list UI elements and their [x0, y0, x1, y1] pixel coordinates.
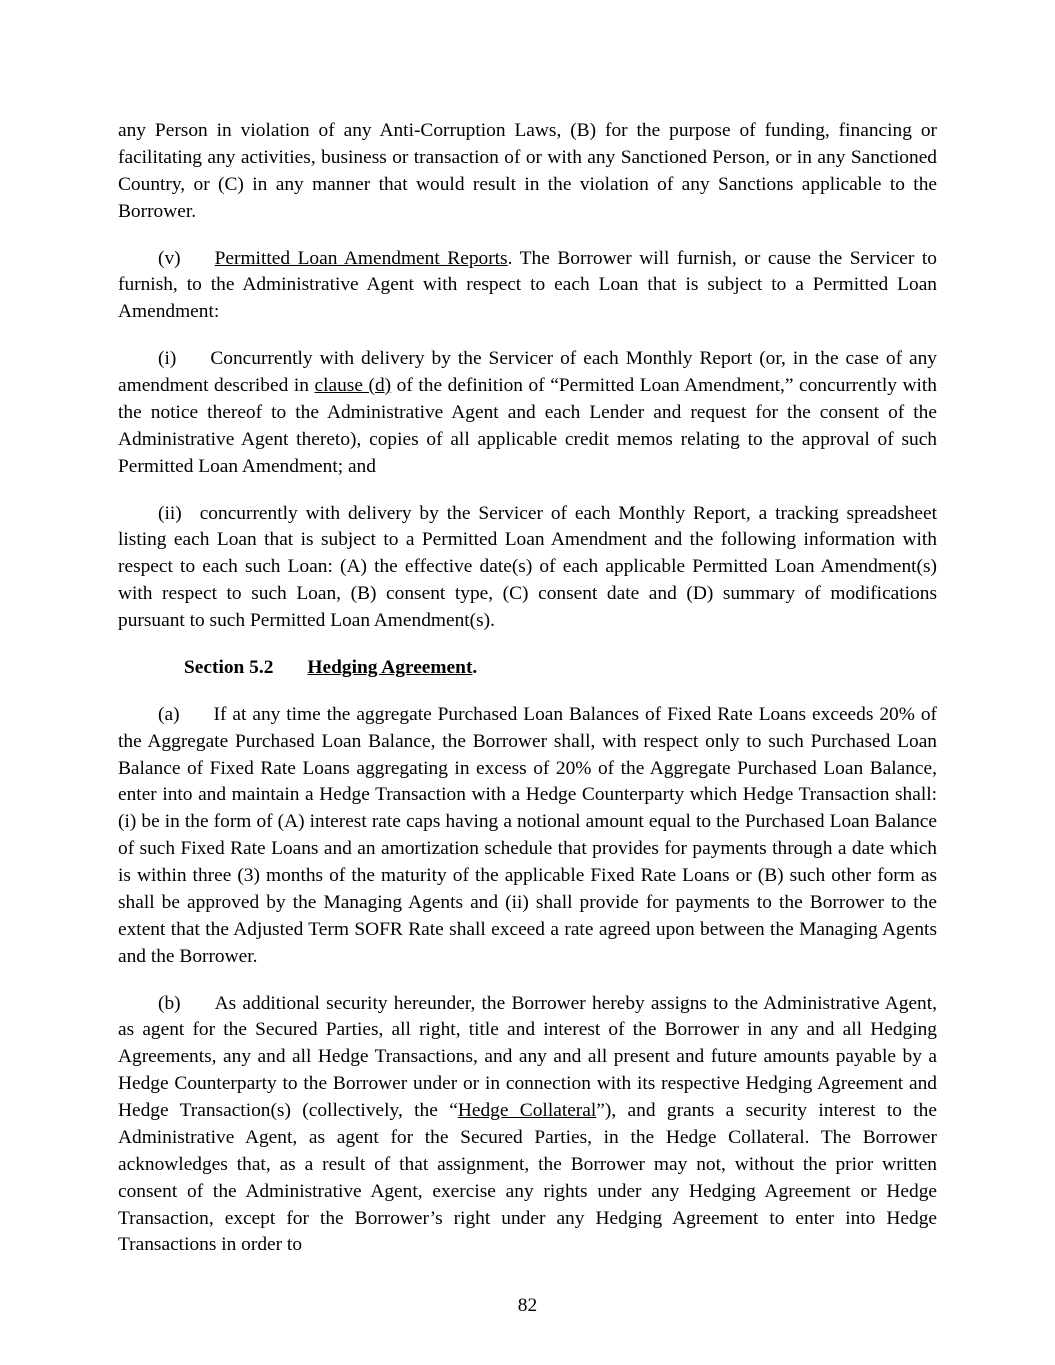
section-heading	[118, 655, 937, 682]
subclause-marker: (i)	[158, 348, 177, 370]
subclause-text-before: Concurrently with delivery by the Servicer of each Monthly Report (or, in the case of any amendment described in	[118, 348, 937, 396]
paragraph-clause-v	[118, 246, 937, 327]
paragraph-text: any Person in violation of any Anti-Corruption Laws, (B) for the purpose of funding, financing or facilitating any activities, business or transaction of or with any Sanctioned Person, or in any Sanctioned Country, or (C) in any manner that would result in the violation of any Sanctions applicable to the Borrower.	[118, 120, 937, 222]
clause-heading: Permitted Loan Amendment Reports	[214, 247, 508, 269]
section-number: Section 5.2	[184, 656, 274, 678]
paragraph-continuation	[118, 118, 937, 226]
clause-marker: (v)	[158, 247, 181, 269]
paragraph-text-after: ”), and grants a security interest to the Administrative Agent, as agent for the Secured Parties, in the Hedge Collateral. The Borrower acknowledges that, as a result of that assignment, the Borrower may not, without the prior written consent of the Administrative Agent, exercise any rights under any Hedging Agreement or Hedge Transaction, except for the Borrower’s right under any Hedging Agreement to enter into Hedge Transactions in order to	[118, 1100, 937, 1256]
paragraph-section-a	[118, 702, 937, 971]
defined-term-hedge-collateral: Hedge Collateral	[457, 1100, 597, 1121]
paragraph-marker: (b)	[158, 992, 181, 1014]
cross-reference-clause-d: clause (d)	[314, 375, 392, 396]
clause-text: . The Borrower will furnish, or cause the Servicer to furnish, to the Administrative Agent with respect to each Loan that is subject to a Permitted Loan Amendment:	[118, 247, 937, 323]
paragraph-text: If at any time the aggregate Purchased Loan Balances of Fixed Rate Loans exceeds 20% of the Aggregate Purchased Loan Balance, the Borrower shall, with respect only to such Purchased Loan Balance of Fixed Rate Loans aggregating in excess of 20% of the Aggregate Purchased Loan Balance, enter into and maintain a Hedge Transaction with a Hedge Counterparty which Hedge Transaction shall: (i) be in the form of (A) interest rate caps having a notional amount equal to the Purchased Loan Balance of such Fixed Rate Loans and an amortization schedule that provides for payments through a date which is within three (3) months of the maturity of the applicable Fixed Rate Loans or (B) such other form as shall be approved by the Managing Agents and (ii) shall provide for payments to the Borrower to the extent that the Adjusted Term SOFR Rate shall exceed a rate agreed upon between the Managing Agents and the Borrower.	[118, 703, 937, 967]
page-number: 82	[517, 1295, 538, 1316]
subclause-text: concurrently with delivery by the Servicer of each Monthly Report, a tracking spreadsheet listing each Loan that is subject to a Permitted Loan Amendment and the following information with respect to each such Loan: (A) the effective date(s) of each applicable Permitted Loan Amendment(s) with respect to such Loan, (B) consent type, (C) consent date and (D) summary of modifications pursuant to such Permitted Loan Amendment(s).	[118, 502, 937, 631]
paragraph-marker: (a)	[158, 703, 180, 725]
paragraph-text-before: As additional security hereunder, the Borrower hereby assigns to the Administrative Agent, as agent for the Secured Parties, all right, title and interest of the Borrower in any and all Hedging Agreements, any and all Hedge Transactions, and any and all present and future amounts payable by a Hedge Counterparty to the Borrower under or in connection with its respective Hedging Agreement and Hedge Transaction(s) (collectively, the “	[118, 992, 937, 1121]
subclause-text-after: of the definition of “Permitted Loan Amendment,” concurrently with the notice thereof to the Administrative Agent and each Lender and request for the consent of the Administrative Agent thereto), copies of all applicable credit memos relating to the approval of such Permitted Loan Amendment; and	[118, 375, 937, 477]
paragraph-section-b	[118, 991, 937, 1260]
paragraph-subclause-ii	[118, 501, 937, 635]
section-title-period: .	[472, 656, 478, 678]
page-number-footer	[0, 1295, 1055, 1317]
document-body	[118, 118, 937, 1259]
paragraph-subclause-i	[118, 346, 937, 480]
subclause-marker: (ii)	[158, 502, 182, 524]
section-title: Hedging Agreement	[307, 656, 473, 678]
